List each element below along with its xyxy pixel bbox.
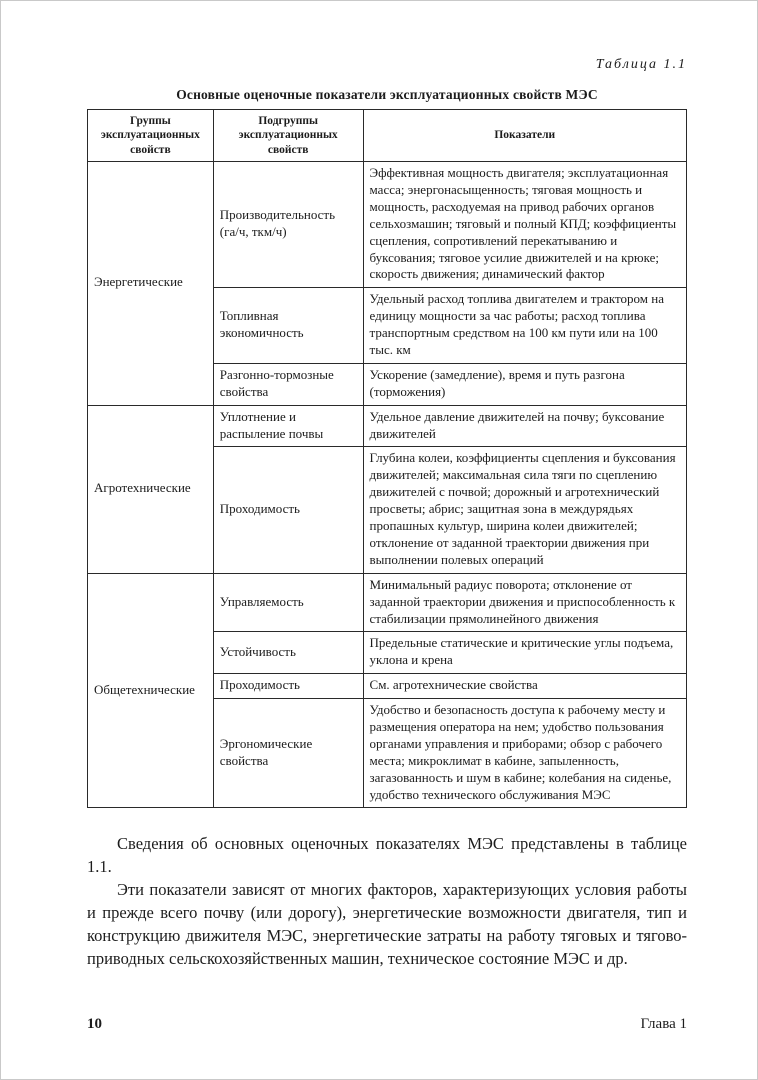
performance-indicators-table — [87, 109, 687, 808]
table-title: Основные оценочные показатели эксплуатационных свойств МЭС — [176, 87, 598, 102]
chapter-label: Глава 1 — [640, 1016, 687, 1032]
header-subgroups: Подгруппы эксплуатационных свойств — [213, 110, 363, 162]
paragraph: Сведения об основных оценочных показателях МЭС представлены в таблице 1.1. — [87, 834, 687, 877]
indicators-cell: Глубина колеи, коэффициенты сцепления и буксования движителей; максимальная сила тяги по сцеплению движителей с почвой; дорожный и агротехнический просветы; абрис; защитная зона в междурядьях пропашных культур, ширина колеи движителей; отклонение от заданной траектории движения при выполнении полевых операций — [363, 447, 686, 573]
indicators-cell: Предельные статические и критические углы подъема, уклона и крена — [363, 632, 686, 674]
table-row — [88, 405, 687, 447]
indicators-cell: Эффективная мощность двигателя; эксплуатационная масса; энергонасыщенность; тяговая мощность и мощность, расходуемая на привод рабочих органов сельхозмашин; тяговый и полный КПД; коэффициенты сцепления, сопротивлений перекатыванию и буксования; тяговое усилие движителей и на крюке; скорость движения; динамический фактор — [363, 162, 686, 288]
subgroup-cell: Устойчивость — [213, 632, 363, 674]
indicators-cell: Удельный расход топлива двигателем и трактором на единицу мощности за час работы; расход топлива транспортным средством на 100 км пути или на 100 тыс. км — [363, 288, 686, 364]
body-text — [87, 832, 687, 970]
table-row — [88, 162, 687, 288]
page-number: 10 — [87, 1016, 102, 1032]
subgroup-cell: Разгонно-тормозные свойства — [213, 363, 363, 405]
group-cell-general-technical: Общетехнические — [88, 573, 214, 808]
table-caption: Таблица 1.1 — [595, 57, 687, 72]
indicators-cell: См. агротехнические свойства — [363, 674, 686, 699]
subgroup-cell: Проходимость — [213, 674, 363, 699]
indicators-cell: Удельное давление движителей на почву; буксование движителей — [363, 405, 686, 447]
indicators-cell: Удобство и безопасность доступа к рабочему месту и размещения оператора на нем; удобство пользования органами управления и приборами; обзор с рабочего места; микроклимат в кабине, запыленность, загазованность и шум в кабине; колебания на сиденье, удобство технического обслуживания МЭС — [363, 699, 686, 808]
subgroup-cell: Уплотнение и распыление почвы — [213, 405, 363, 447]
subgroup-cell: Топливная экономичность — [213, 288, 363, 364]
page-footer — [87, 1016, 687, 1033]
subgroup-cell: Производительность (га/ч, ткм/ч) — [213, 162, 363, 288]
header-groups: Группы эксплуатационных свойств — [88, 110, 214, 162]
indicators-cell: Минимальный радиус поворота; отклонение от заданной траектории движения и приспособленность к стабилизации прямолинейного движения — [363, 573, 686, 632]
header-indicators: Показатели — [363, 110, 686, 162]
subgroup-cell: Эргономические свойства — [213, 699, 363, 808]
subgroup-cell: Управляемость — [213, 573, 363, 632]
subgroup-cell: Проходимость — [213, 447, 363, 573]
table-row — [88, 573, 687, 632]
group-cell-energy: Энергетические — [88, 162, 214, 406]
indicators-cell: Ускорение (замедление), время и путь разгона (торможения) — [363, 363, 686, 405]
paragraph: Эти показатели зависят от многих факторов, характеризующих условия работы и прежде всего почву (или дорогу), энергетические возможности двигателя, тип и конструкцию движителя МЭС, энергетические затраты на работу тяговых и тягово-приводных сельскохозяйственных машин, техническое состояние МЭС и др. — [87, 880, 687, 969]
group-cell-agrotechnical: Агротехнические — [88, 405, 214, 573]
table-header-row — [88, 110, 687, 162]
